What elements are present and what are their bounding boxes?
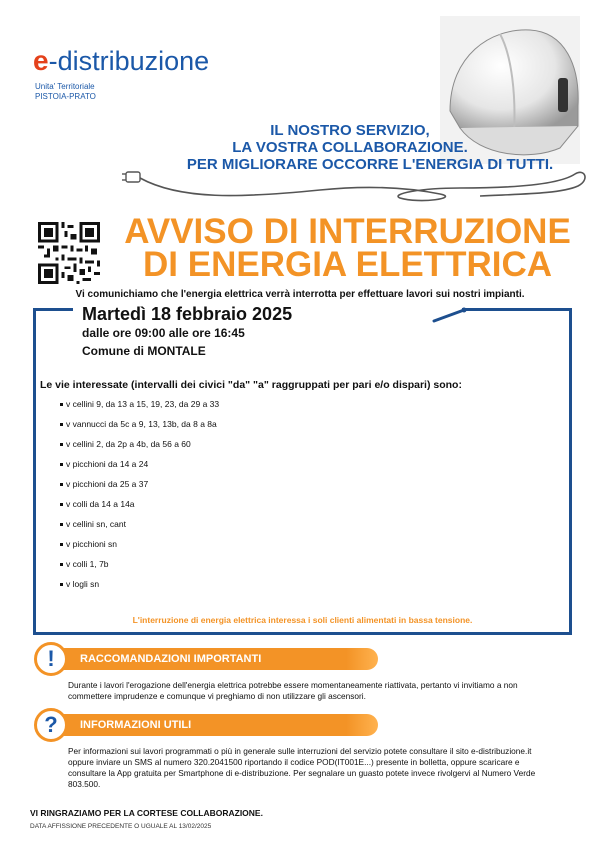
pen-icon xyxy=(432,305,472,325)
qr-code xyxy=(38,222,100,284)
brand-name: -distribuzione xyxy=(48,46,210,76)
street-text: v vannucci da 5c a 9, 13, 13b, da 8 a 8a xyxy=(66,419,217,429)
street-text: v logli sn xyxy=(66,579,100,589)
info-text: Per informazioni sui lavori programmati o più in generale sulle interruzioni del servizio potete consultare il sito e-distribuzione.it oppure inviare un SMS al numero 320.2041500 riportando il codice POD(IT001E...) presente in bolletta, oppure scaricare e consultare la App gratuita per Smartphone di e-distribuzione. Per segnalare un guasto potete invece rivolgervi al Numero Verde 803.500. xyxy=(68,746,536,789)
territorial-unit xyxy=(35,82,96,102)
recommendations-text: Durante i lavori l'erogazione dell'energia elettrica potrebbe essere momentaneamente riattivata, pertanto vi invitiamo a non commettere imprudenze e comunque vi preghiamo di non utilizzare gli ascensori. xyxy=(68,680,518,701)
intro-text: Vi comunichiamo che l'energia elettrica verrà interrotta per effettuare lavori sui nostri impianti. xyxy=(75,289,525,300)
brand-mark: e xyxy=(33,45,49,76)
notice-box-top-right xyxy=(462,308,572,311)
list-item xyxy=(60,478,219,498)
street-text: v cellini 9, da 13 a 15, 19, 23, da 29 a 33 xyxy=(66,399,220,409)
list-item xyxy=(60,458,219,478)
low-voltage-note: L'interruzione di energia elettrica interessa i soli clienti alimentati in bassa tensione. xyxy=(132,615,473,625)
slogan-line-3: PER MIGLIORARE OCCORRE L'ENERGIA DI TUTTI. xyxy=(186,156,554,173)
interruption-date: Martedì 18 febbraio 2025 xyxy=(82,304,293,324)
list-item xyxy=(60,498,219,518)
exclamation-icon: ! xyxy=(34,642,68,676)
slogan-line-2: LA VOSTRA COLLABORAZIONE. xyxy=(232,139,468,156)
list-item xyxy=(60,578,219,598)
street-text: v picchioni sn xyxy=(66,539,118,549)
info-heading: INFORMAZIONI UTILI xyxy=(62,714,378,736)
plug-cable xyxy=(120,160,590,206)
brand-logo xyxy=(33,46,209,76)
streets-list xyxy=(60,398,219,598)
street-text: v cellini sn, cant xyxy=(66,519,126,529)
list-item xyxy=(60,418,219,438)
posting-date: DATA AFFISSIONE PRECEDENTE O UGUALE AL 13/02/2025 xyxy=(30,823,212,830)
notice-title-line-2: DI ENERGIA ELETTRICA xyxy=(143,245,552,284)
streets-heading: Le vie interessate (intervalli dei civici "da" "a" raggruppati per pari e/o dispari) sono: xyxy=(40,379,462,391)
interruption-comune: Comune di MONTALE xyxy=(82,344,206,358)
street-text: v colli 1, 7b xyxy=(66,559,109,569)
territorial-unit-label: Unita' Territoriale xyxy=(35,82,95,91)
slogan-line-1: IL NOSTRO SERVIZIO, xyxy=(270,122,430,139)
list-item xyxy=(60,518,219,538)
notice-box-top-left xyxy=(33,308,73,311)
question-icon: ? xyxy=(34,708,68,742)
street-text: v picchioni da 14 a 24 xyxy=(66,459,149,469)
street-text: v colli da 14 a 14a xyxy=(66,499,135,509)
street-text: v picchioni da 25 a 37 xyxy=(66,479,149,489)
list-item xyxy=(60,398,219,418)
list-item xyxy=(60,438,219,458)
thanks-text: VI RINGRAZIAMO PER LA CORTESE COLLABORAZIONE. xyxy=(30,808,263,818)
street-text: v cellini 2, da 2p a 4b, da 56 a 60 xyxy=(66,439,191,449)
recommendations-heading: RACCOMANDAZIONI IMPORTANTI xyxy=(62,648,378,670)
list-item xyxy=(60,538,219,558)
list-item xyxy=(60,558,219,578)
territorial-unit-name: PISTOIA-PRATO xyxy=(35,92,96,101)
interruption-hours: dalle ore 09:00 alle ore 16:45 xyxy=(82,326,245,340)
notice-title-line-1: AVVISO DI INTERRUZIONE xyxy=(124,212,571,251)
notice-title xyxy=(105,212,590,284)
